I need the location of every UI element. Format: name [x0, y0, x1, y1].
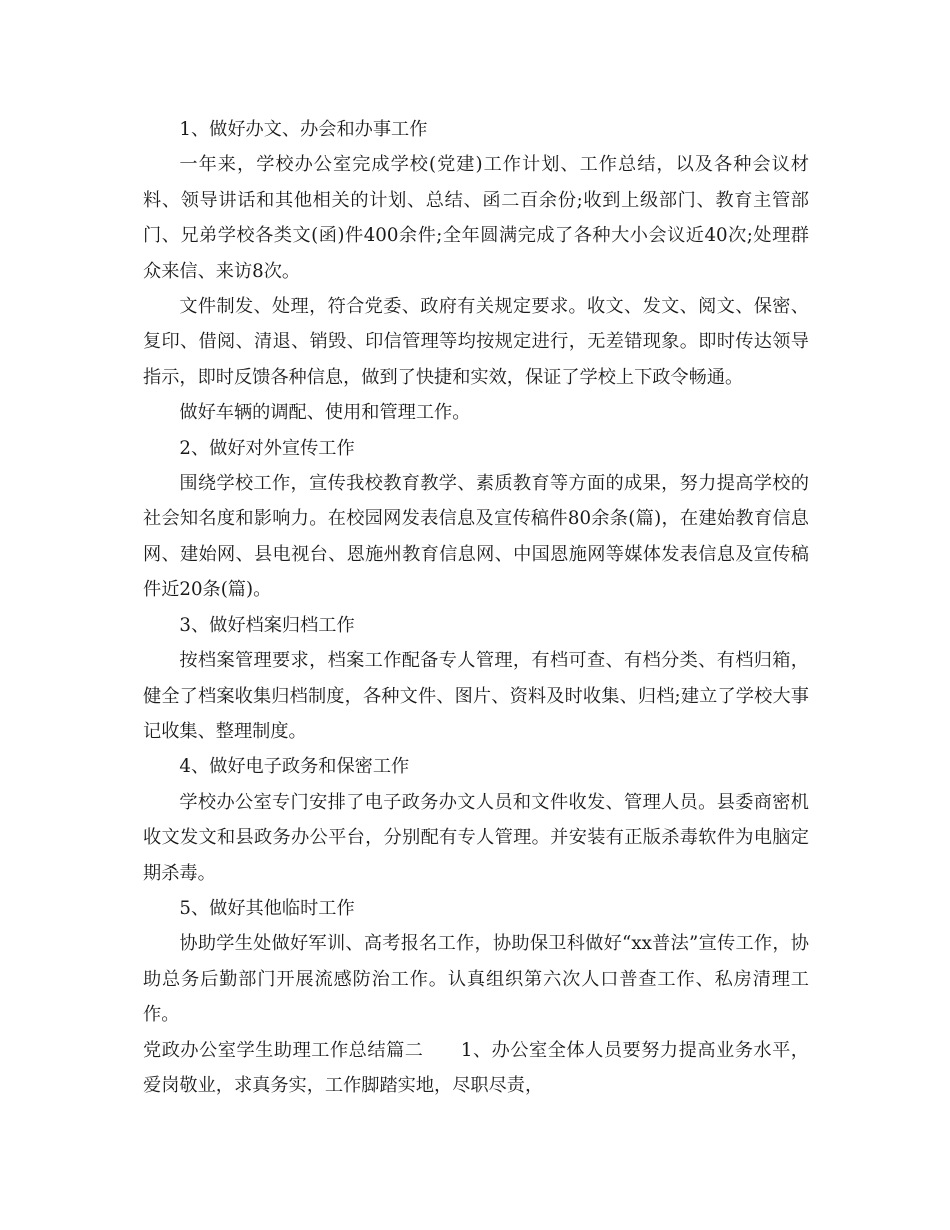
paragraph: 学校办公室专门安排了电子政务办文人员和文件收发、管理人员。县委商密机收文发文和县政务办公平台，分别配有专人管理。并安装有正版杀毒软件为电脑定期杀毒。 — [143, 791, 809, 884]
paragraph: 做好车辆的调配、使用和管理工作。 — [179, 402, 471, 424]
paragraph: 按档案管理要求，档案工作配备专人管理，有档可查、有档分类、有档归箱，健全了档案收集归档制度，各种文件、图片、资料及时收集、归档;建立了学校大事记收集、整理制度。 — [143, 650, 809, 742]
next-section-intro: 党政办公室学生助理工作总结篇二 1、办公室全体人员要努力提高业务水平，爱岗敬业，求真务实，工作脚踏实地，尽职尽责， — [143, 1039, 809, 1096]
paragraph: 文件制发、处理，符合党委、政府有关规定要求。收文、发文、阅文、保密、复印、借阅、清退、销毁、印信管理等均按规定进行，无差错现象。即时传达领导指示，即时反馈各种信息，做到了快捷和实效，保证了学校上下政令畅通。 — [143, 296, 809, 388]
document-body — [143, 112, 809, 1103]
section-heading-3: 3、做好档案归档工作 — [179, 614, 355, 636]
paragraph: 一年来，学校办公室完成学校(党建)工作计划、工作总结，以及各种会议材料、领导讲话和其他相关的计划、总结、函二百余份;收到上级部门、教育主管部门、兄弟学校各类文(函)件400余件;全年圆满完成了各种大小会议近40次;处理群众来信、来访8次。 — [143, 154, 809, 282]
paragraph: 围绕学校工作，宣传我校教育教学、素质教育等方面的成果，努力提高学校的社会知名度和影响力。在校园网发表信息及宣传稿件80余条(篇)，在建始教育信息网、建始网、县电视台、恩施州教育信息网、中国恩施网等媒体发表信息及宣传稿件近20条(篇)。 — [143, 473, 809, 601]
section-heading-5: 5、做好其他临时工作 — [179, 897, 355, 919]
section-heading-1: 1、做好办文、办会和办事工作 — [179, 119, 428, 140]
section-heading-2: 2、做好对外宣传工作 — [179, 437, 355, 459]
section-heading-4: 4、做好电子政务和保密工作 — [179, 756, 410, 778]
paragraph: 协助学生处做好军训、高考报名工作，协助保卫科做好“xx普法”宣传工作，协助总务后勤部门开展流感防治工作。认真组织第六次人口普查工作、私房清理工作。 — [143, 933, 809, 1026]
